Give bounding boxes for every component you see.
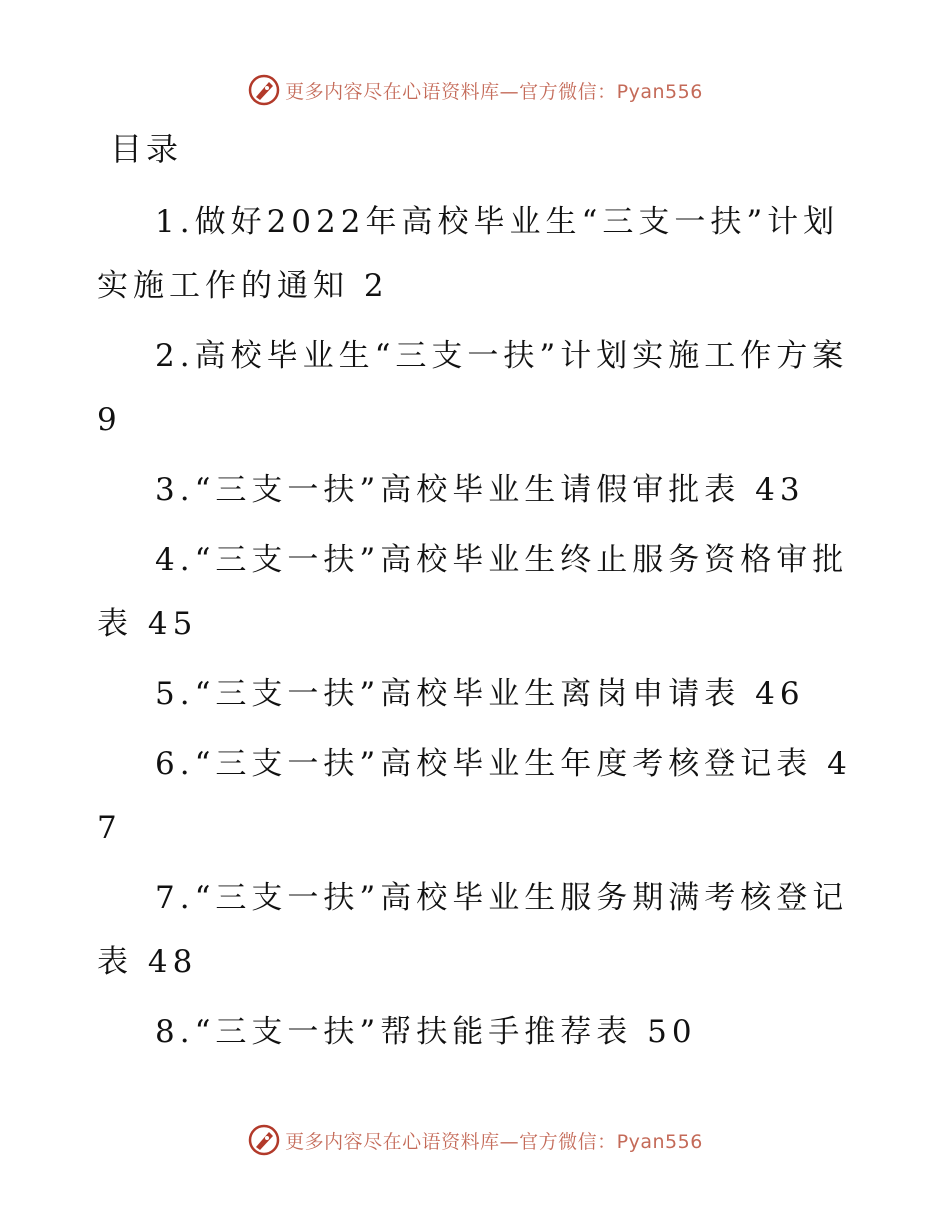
bottom-watermark-banner	[0, 1120, 950, 1160]
toc-heading: 目录	[110, 130, 183, 168]
toc-entry: 3.“三支一扶”高校毕业生请假审批表 43	[155, 472, 805, 508]
watermark-text: 更多内容尽在心语资料库—官方微信：Pyan556	[285, 80, 703, 103]
pen-nib-logo-icon	[247, 73, 281, 107]
watermark-text: 更多内容尽在心语资料库—官方微信：Pyan556	[285, 1130, 703, 1153]
toc-entry: 6.“三支一扶”高校毕业生年度考核登记表 47	[97, 746, 852, 846]
toc-entry: 4.“三支一扶”高校毕业生终止服务资格审批表 45	[97, 542, 849, 642]
toc-entry: 2.高校毕业生“三支一扶”计划实施工作方案 9	[97, 338, 849, 438]
toc-entry: 7.“三支一扶”高校毕业生服务期满考核登记表 48	[97, 880, 849, 980]
top-watermark-banner	[0, 70, 950, 110]
toc-entry: 5.“三支一扶”高校毕业生离岗申请表 46	[155, 676, 805, 712]
toc-entry: 1.做好2022年高校毕业生“三支一扶”计划实施工作的通知 2	[97, 204, 840, 304]
toc-entry: 8.“三支一扶”帮扶能手推荐表 50	[155, 1014, 697, 1050]
pen-nib-logo-icon	[247, 1123, 281, 1157]
toc-list	[97, 190, 857, 1070]
